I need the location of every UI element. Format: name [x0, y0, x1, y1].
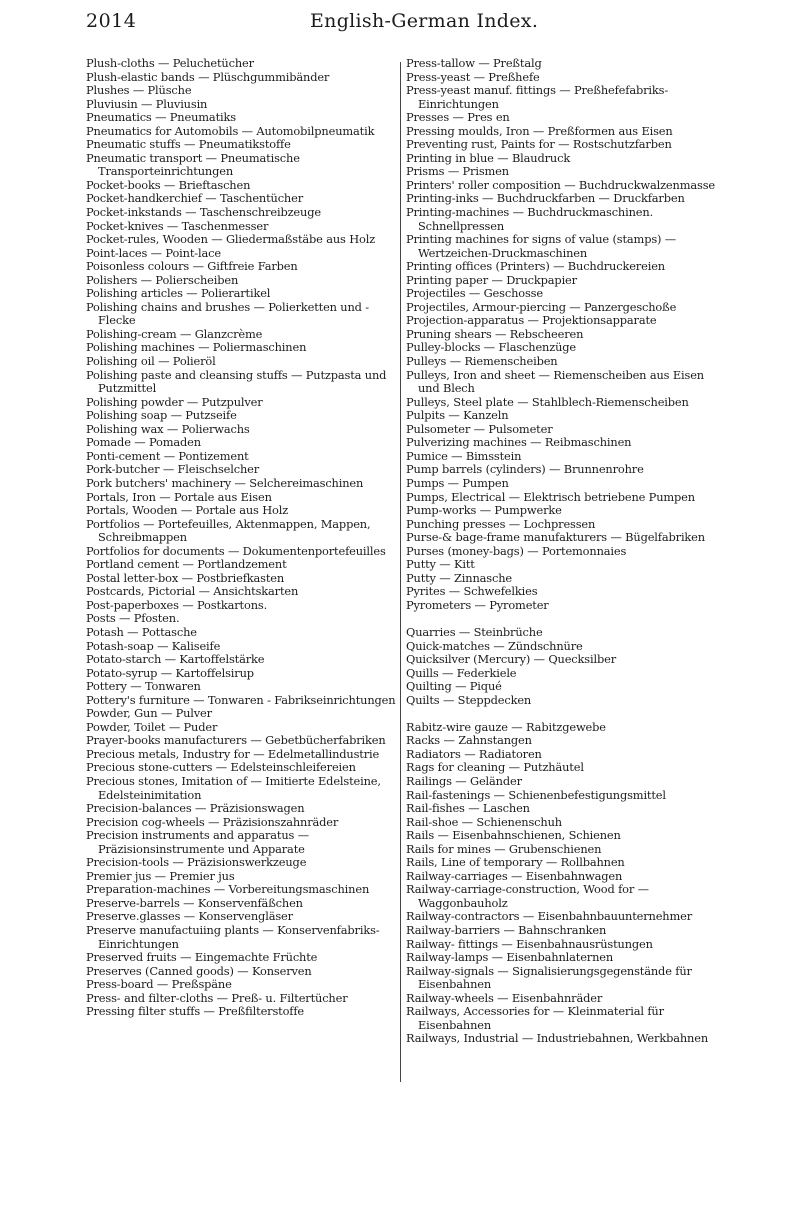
index-entry: Polishers — Polierscheiben: [86, 272, 239, 287]
index-entry: Polishing articles — Polierartikel: [86, 286, 271, 301]
index-entry: Polishing paste and cleansing stuffs — Putzpasta und Putzmittel: [86, 367, 387, 396]
index-entry: Polishing machines — Poliermaschinen: [86, 340, 307, 355]
index-entry: Quarries — Steinbrüche: [406, 624, 543, 639]
index-entry: Pocket-knives — Taschenmesser: [86, 218, 269, 233]
index-entry: Pyrites — Schwefelkies: [406, 584, 538, 599]
index-entry: Pressing moulds, Iron — Preßformen aus Eisen: [406, 123, 673, 138]
index-entry: Quicksilver (Mercury) — Quecksilber: [406, 652, 616, 667]
index-entry: Pulverizing machines — Reibmaschinen: [406, 435, 632, 450]
index-entry: Pumice — Bimsstein: [406, 448, 522, 463]
index-entry: Pottery — Tonwaren: [86, 679, 201, 694]
index-entry: Pomade — Pomaden: [86, 435, 201, 450]
index-entry: Portals, Wooden — Portale aus Holz: [86, 503, 289, 518]
index-entry: Pluviusin — Pluviusin: [86, 96, 208, 111]
index-entry: Postal letter-box — Postbriefkasten: [86, 570, 285, 585]
index-entry: Railway-signals — Signalisierungsgegenstände für Eisenbahnen: [406, 963, 692, 992]
index-entry: Railways, Industrial — Industriebahnen, Werkbahnen: [406, 1031, 709, 1046]
index-entry: Rails for mines — Grubenschienen: [406, 841, 602, 856]
index-entry: Plushes — Plüsche: [86, 83, 192, 98]
index-entry: Railway-barriers — Bahnschranken: [406, 923, 607, 937]
section-gap: [406, 707, 722, 721]
index-entry: Portals, Iron — Portale aus Eisen: [86, 489, 272, 504]
index-entry: Pocket-inkstands — Taschenschreibzeuge: [86, 205, 321, 220]
index-entry: Rail-fishes — Laschen: [406, 801, 530, 816]
index-entry: Pottery's furniture — Tonwaren - Fabrikseinrichtungen: [86, 692, 396, 707]
index-entry: Point-laces — Point-lace: [86, 245, 221, 260]
index-entry: Quilts — Steppdecken: [406, 692, 532, 707]
index-entry: Pneumatics for Automobils — Automobilpneumatik: [86, 123, 375, 138]
index-entry: Pumps — Pumpen: [406, 475, 509, 490]
index-entry: Purses (money-bags) — Portemonnaies: [406, 543, 627, 558]
index-entry: Printing in blue — Blaudruck: [406, 150, 571, 165]
index-entry: Powder, Toilet — Puder: [86, 719, 218, 734]
index-entry: Preserved fruits — Eingemachte Früchte: [86, 950, 318, 965]
index-entry: Printing-inks — Buchdruckfarben — Druckfarben: [406, 191, 685, 206]
index-entry: Press- and filter-cloths — Preß- u. Filtertücher: [86, 990, 348, 1005]
index-entry: Radiators — Radiatoren: [406, 746, 542, 761]
index-entry: Pocket-books — Brieftaschen: [86, 177, 251, 192]
index-entry: Pneumatics — Pneumatiks: [86, 110, 236, 125]
index-entry: Polishing soap — Putzseife: [86, 408, 237, 423]
page-title: English-German Index.: [310, 10, 539, 32]
index-entry: Post-paperboxes — Postkartons.: [86, 597, 268, 612]
index-entry: Printing paper — Druckpapier: [406, 272, 577, 287]
index-entry: Polishing oil — Polieröl: [86, 354, 216, 369]
index-entry: Pump-works — Pumpwerke: [406, 503, 562, 518]
index-entry: Pressing filter stuffs — Preßfilterstoffe: [86, 1004, 305, 1019]
index-entry: Railway-carriage-construction, Wood for — Waggonbauholz: [406, 882, 649, 910]
index-entry: Rails — Eisenbahnschienen, Schienen: [406, 828, 621, 843]
index-entry: Portfolios — Portefeuilles, Aktenmappen, Mappen, Schreibmappen: [86, 516, 371, 545]
index-entry: Pulleys, Steel plate — Stahlblech-Riemenscheiben: [406, 394, 689, 409]
index-entry: Preserves (Canned goods) — Konserven: [86, 963, 312, 978]
index-entry: Pocket-handkerchief — Taschentücher: [86, 191, 304, 206]
index-entry: Precision cog-wheels — Präzisionszahnräder: [86, 814, 339, 829]
index-entry: Pork-butcher — Fleischselcher: [86, 462, 260, 477]
index-entry: Precision-tools — Präzisionswerkzeuge: [86, 855, 307, 870]
index-entry: Rails, Line of temporary — Rollbahnen: [406, 855, 625, 870]
index-entry: Portfolios for documents — Dokumentenportefeuilles: [86, 543, 386, 558]
index-entry: Pulley-blocks — Flaschenzüge: [406, 340, 577, 355]
index-entry: Railings — Geländer: [406, 773, 522, 788]
index-entry: Poisonless colours — Giftfreie Farben: [86, 259, 298, 274]
index-entry: Railway-lamps — Eisenbahnlaternen: [406, 950, 614, 965]
index-entry: Precious stone-cutters — Edelsteinschleifereien: [86, 760, 356, 775]
index-entry: Plush-elastic bands — Plüschgummibänder: [86, 69, 330, 84]
index-entry: Punching presses — Lochpressen: [406, 516, 596, 531]
index-entry: Printing machines for signs of value (stamps) — Wertzeichen-Druckmaschinen: [406, 232, 677, 260]
index-entry: Portland cement — Portlandzement: [86, 557, 287, 572]
index-entry: Polishing wax — Polierwachs: [86, 421, 250, 436]
index-entry: Railways, Accessories for — Kleinmaterial für Eisenbahnen: [406, 1004, 664, 1032]
index-entry: Preserve manufactuiing plants — Konservenfabriks-Einrichtungen: [86, 923, 380, 951]
index-entry: Putty — Kitt: [406, 557, 475, 572]
index-entry: Precious metals, Industry for — Edelmetallindustrie: [86, 746, 380, 761]
index-entry: Postcards, Pictorial — Ansichtskarten: [86, 584, 299, 599]
index-entry: Polishing powder — Putzpulver: [86, 394, 263, 409]
index-entry: Quilting — Piqué: [406, 679, 502, 694]
index-entry: Putty — Zinnasche: [406, 570, 512, 585]
index-entry: Pulleys, Iron and sheet — Riemenscheiben aus Eisen und Blech: [406, 367, 704, 396]
index-entry: Printing-machines — Buchdruckmaschinen. Schnellpressen: [406, 205, 654, 233]
index-entry: Pulleys — Riemenscheiben: [406, 354, 558, 369]
index-entry: Rags for cleaning — Putzhäutel: [406, 760, 584, 775]
index-entry: Purse-& bage-frame manufakturers — Bügelfabriken: [406, 530, 705, 545]
index-column-right: [406, 57, 722, 1046]
index-entry: Ponti-cement — Pontizement: [86, 448, 249, 463]
index-entry: Preventing rust, Paints for — Rostschutzfarben: [406, 137, 672, 152]
index-entry: Railway-wheels — Eisenbahnräder: [406, 990, 603, 1005]
index-entry: Prayer-books manufacturers — Gebetbücherfabriken: [86, 733, 386, 748]
index-entry: Preparation-machines — Vorbereitungsmaschinen: [86, 882, 370, 897]
index-entry: Potato-starch — Kartoffelstärke: [86, 652, 265, 667]
index-entry: Press-tallow — Preßtalg: [406, 56, 542, 70]
index-entry: Potash — Pottasche: [86, 624, 197, 639]
index-entry: Racks — Zahnstangen: [406, 733, 532, 748]
index-entry: Railway-contractors — Eisenbahnbauunternehmer: [406, 909, 693, 924]
index-entry: Precious stones, Imitation of — Imitierte Edelsteine, Edelsteinimitation: [86, 773, 381, 802]
index-entry: Projection-apparatus — Projektionsapparate: [406, 313, 657, 328]
index-entry: Rail-shoe — Schienenschuh: [406, 814, 562, 829]
index-entry: Press-yeast — Preßhefe: [406, 69, 540, 84]
index-entry: Pyrometers — Pyrometer: [406, 597, 549, 612]
index-entry: Railway-carriages — Eisenbahnwagen: [406, 868, 623, 883]
section-gap: [406, 612, 722, 626]
index-entry: Press-yeast manuf. fittings — Preßhefefabriks-Einrichtungen: [406, 83, 669, 111]
index-entry: Precision-balances — Präzisionswagen: [86, 801, 305, 816]
index-entry: Printing offices (Printers) — Buchdruckereien: [406, 259, 665, 274]
index-entry: Polishing chains and brushes — Polierketten und -Flecke: [86, 299, 369, 328]
index-entry: Potato-syrup — Kartoffelsirup: [86, 665, 254, 680]
index-entry: Pumps, Electrical — Elektrisch betriebene Pumpen: [406, 489, 695, 504]
index-entry: Pork butchers' machinery — Selchereimaschinen: [86, 475, 364, 490]
index-entry: Plush-cloths — Peluchetücher: [86, 56, 254, 70]
column-divider: [400, 62, 401, 1082]
index-entry: Press-board — Preßspäne: [86, 977, 232, 992]
index-entry: Quills — Federkiele: [406, 665, 517, 680]
index-entry: Powder, Gun — Pulver: [86, 706, 212, 721]
index-entry: Preserve-barrels — Konservenfäßchen: [86, 895, 303, 910]
index-entry: Pneumatic transport — Pneumatische Transporteinrichtungen: [86, 150, 300, 179]
index-entry: Premier jus — Premier jus: [86, 868, 235, 883]
index-entry: Projectiles — Geschosse: [406, 286, 543, 301]
index-entry: Preserve.glasses — Konservengläser: [86, 909, 293, 924]
page-number: 2014: [86, 10, 137, 32]
index-entry: Rabitz-wire gauze — Rabitzgewebe: [406, 719, 606, 734]
index-entry: Quick-matches — Zündschnüre: [406, 638, 583, 653]
index-entry: Precision instruments and apparatus — Präzisionsinstrumente und Apparate: [86, 828, 309, 856]
index-entry: Rail-fastenings — Schienenbefestigungsmittel: [406, 787, 666, 802]
index-entry: Printers' roller composition — Buchdruckwalzenmasse: [406, 177, 715, 192]
index-entry: Posts — Pfosten.: [86, 611, 180, 626]
index-entry: Pneumatic stuffs — Pneumatikstoffe: [86, 137, 291, 152]
index-entry: Prisms — Prismen: [406, 164, 509, 179]
index-entry: Pocket-rules, Wooden — Gliedermaßstäbe aus Holz: [86, 232, 376, 247]
index-entry: Pump barrels (cylinders) — Brunnenrohre: [406, 462, 644, 477]
index-column-left: [86, 57, 398, 1019]
index-entry: Pulpits — Kanzeln: [406, 408, 509, 423]
index-entry: Potash-soap — Kaliseife: [86, 638, 221, 653]
index-entry: Pulsometer — Pulsometer: [406, 421, 553, 436]
index-entry: Railway- fittings — Eisenbahnausrüstungen: [406, 936, 653, 951]
index-entry: Polishing-cream — Glanzcrème: [86, 326, 263, 341]
index-entry: Presses — Pres en: [406, 110, 510, 125]
index-entry: Projectiles, Armour-piercing — Panzergeschoße: [406, 299, 677, 314]
index-entry: Pruning shears — Rebscheeren: [406, 326, 584, 341]
